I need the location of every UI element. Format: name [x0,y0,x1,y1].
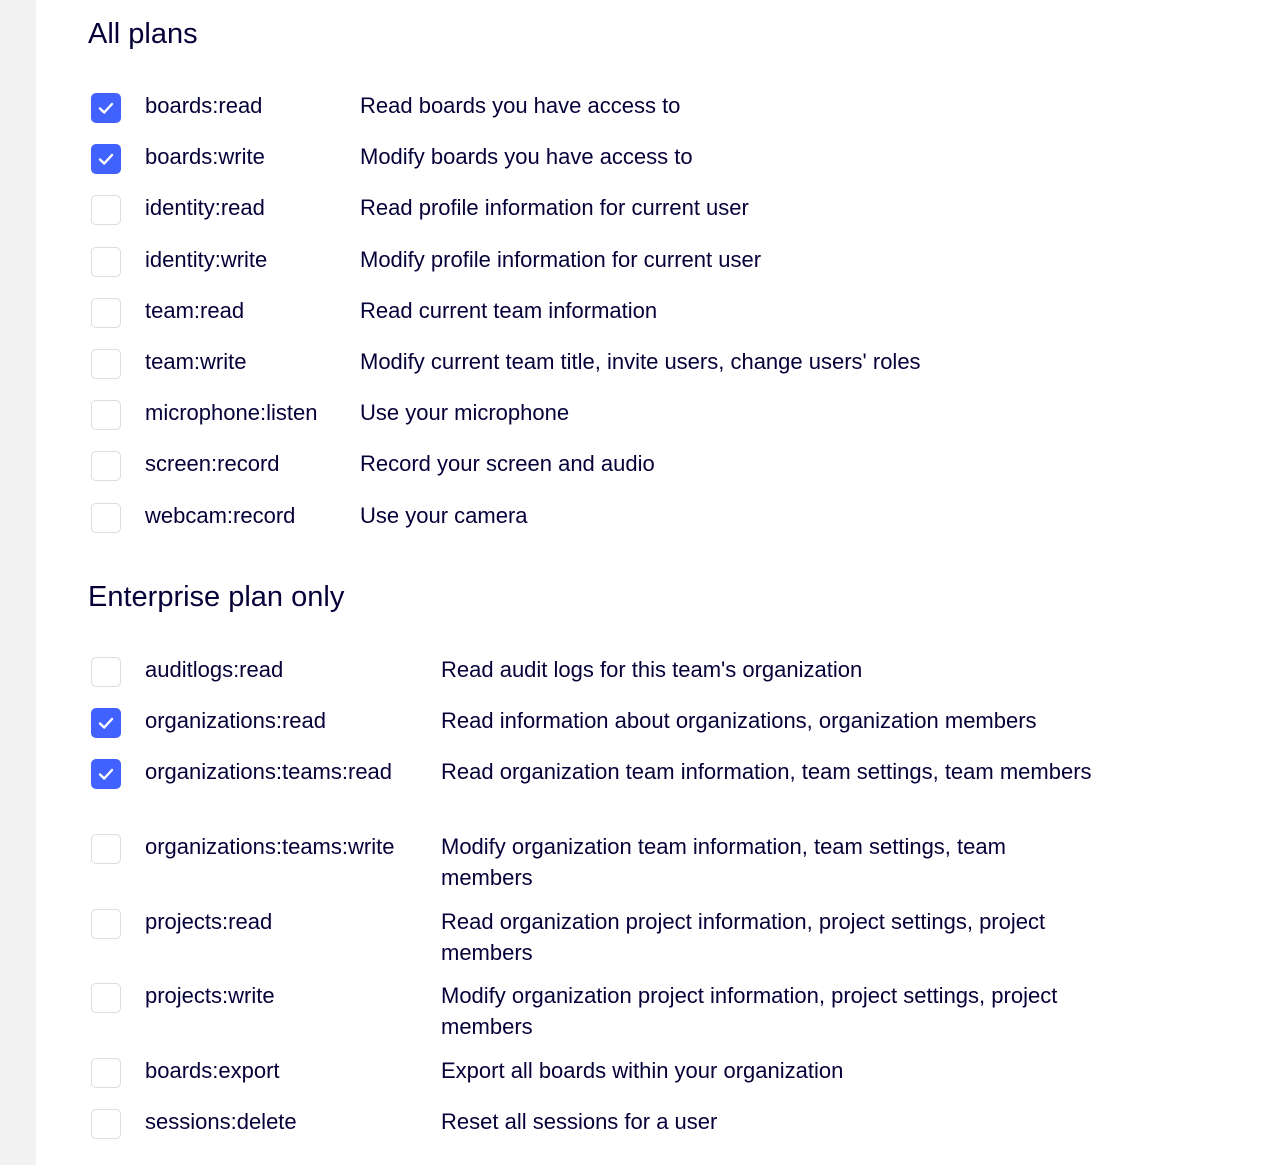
section-title-enterprise: Enterprise plan only [88,581,345,613]
scope-description: Read current team information [360,298,658,323]
scope-row[interactable] [88,983,1101,1042]
checkmark-icon [96,764,116,784]
scope-row[interactable] [88,144,1120,174]
section-title-all-plans: All plans [88,18,198,50]
scope-checkbox[interactable] [91,834,121,864]
scope-name: sessions:delete [145,1109,297,1134]
scope-checkbox[interactable] [91,909,121,939]
scope-row[interactable] [88,195,1120,225]
scope-checkbox[interactable] [91,93,121,123]
scope-description: Read profile information for current user [360,195,749,220]
scope-row[interactable] [88,708,1101,738]
scope-checkbox[interactable] [91,247,121,277]
scope-name: projects:read [145,909,273,934]
scope-row[interactable] [88,349,1120,379]
scope-name: boards:write [145,144,265,169]
scope-checkbox[interactable] [91,503,121,533]
scope-checkbox[interactable] [91,451,121,481]
scope-description: Use your camera [360,503,528,528]
scope-description: Record your screen and audio [360,451,655,476]
scope-description: Modify organization team information, team settings, team members [441,834,1006,890]
scope-description: Use your microphone [360,400,570,425]
scope-row[interactable] [88,1058,1101,1088]
scope-description: Read audit logs for this team's organization [441,657,863,682]
scope-checkbox[interactable] [91,657,121,687]
scope-row[interactable] [88,93,1120,123]
scope-description: Reset all sessions for a user [441,1109,718,1134]
scope-description: Read organization project information, project settings, project members [441,909,1046,965]
scope-row[interactable] [88,503,1120,533]
scope-checkbox[interactable] [91,1109,121,1139]
scope-name: organizations:teams:read [145,759,393,784]
scope-name: auditlogs:read [145,657,284,682]
left-gutter [0,0,36,1165]
scope-row[interactable] [88,247,1120,277]
scope-description: Modify profile information for current user [360,247,762,272]
scope-checkbox[interactable] [91,983,121,1013]
scope-description: Modify boards you have access to [360,144,693,169]
scope-name: microphone:listen [145,400,318,425]
scope-row[interactable] [88,759,1101,789]
scope-checkbox[interactable] [91,195,121,225]
scope-name: projects:write [145,983,275,1008]
scope-name: identity:write [145,247,268,272]
scope-checkbox[interactable] [91,400,121,430]
scope-name: identity:read [145,195,265,220]
scope-row[interactable] [88,909,1101,968]
scope-description: Modify current team title, invite users, change users' roles [360,349,921,374]
scope-checkbox[interactable] [91,298,121,328]
checkmark-icon [96,713,116,733]
scope-description: Modify organization project information, project settings, project members [441,983,1058,1039]
scope-name: boards:export [145,1058,280,1083]
scope-name: team:read [145,298,245,323]
scope-checkbox[interactable] [91,708,121,738]
scope-name: screen:record [145,451,280,476]
scope-checkbox[interactable] [91,1058,121,1088]
checkmark-icon [96,98,116,118]
scope-description: Read organization team information, team settings, team members [441,759,1092,784]
scope-description: Read information about organizations, organization members [441,708,1037,733]
scope-name: webcam:record [145,503,296,528]
scope-checkbox[interactable] [91,349,121,379]
scope-description: Read boards you have access to [360,93,681,118]
scope-row[interactable] [88,400,1120,430]
scope-name: boards:read [145,93,263,118]
scope-name: organizations:teams:write [145,834,395,859]
scope-row[interactable] [88,834,1101,893]
scope-name: team:write [145,349,247,374]
checkmark-icon [96,149,116,169]
scope-row[interactable] [88,657,1101,687]
scope-row[interactable] [88,1109,1101,1139]
scope-checkbox[interactable] [91,144,121,174]
scope-row[interactable] [88,298,1120,328]
scope-description: Export all boards within your organization [441,1058,844,1083]
scope-name: organizations:read [145,708,327,733]
scope-row[interactable] [88,451,1120,481]
scope-checkbox[interactable] [91,759,121,789]
